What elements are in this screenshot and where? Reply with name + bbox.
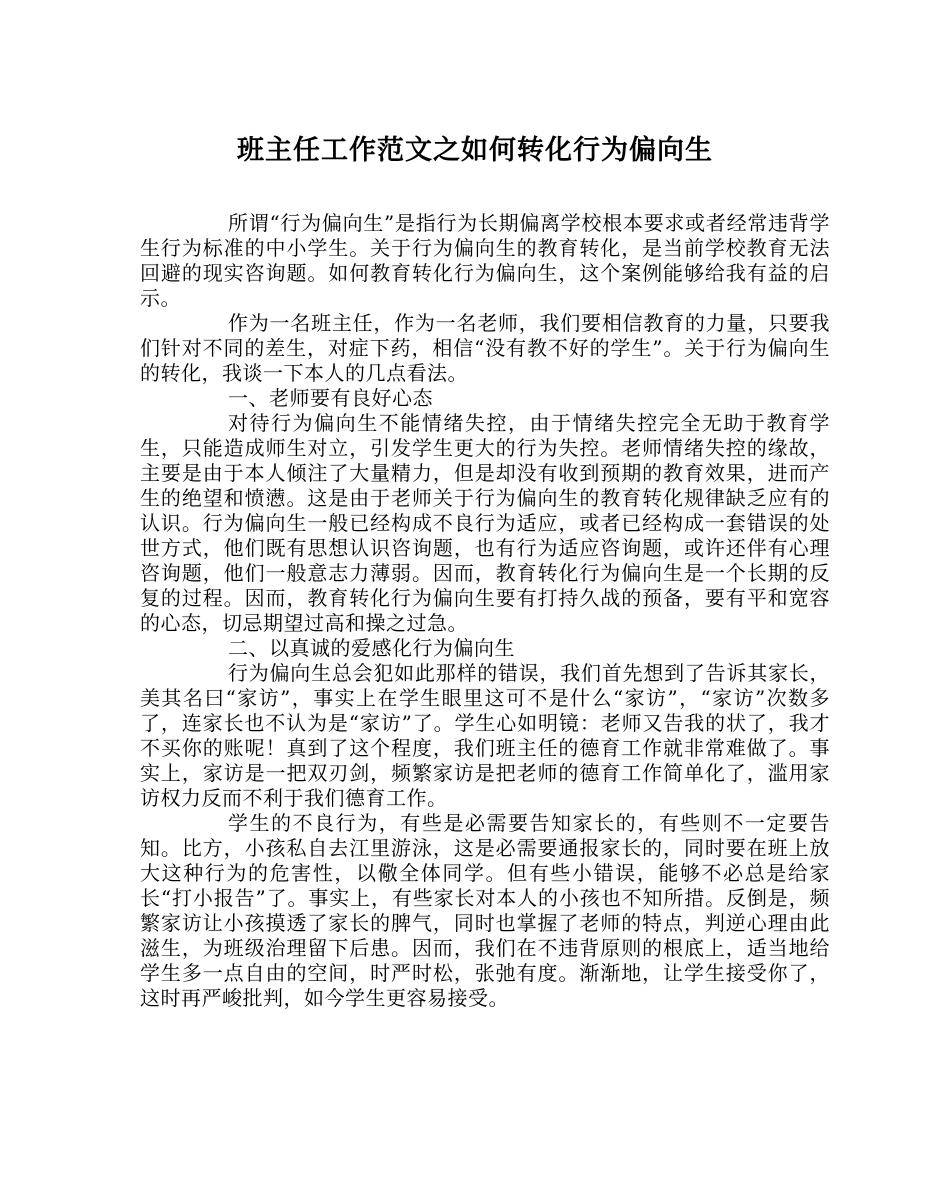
page-title: 班主任工作范文之如何转化行为偏向生 (237, 135, 713, 166)
paragraph: 所谓“行为偏向生”是指行为长期偏离学校根本要求或者经常违背学生行为标准的中小学生。关于行为偏向生的教育转化，是当前学校教育无法回避的现实咨询题。如何教育转化行为偏向生，这个案例能够给我有益的启示。 (140, 211, 830, 310)
document-body (140, 211, 830, 1011)
paragraph: 对待行为偏向生不能情绪失控，由于情绪失控完全无助于教育学生，只能造成师生对立，引发学生更大的行为失控。老师情绪失控的缘故，主要是由于本人倾注了大量精力，但是却没有收到预期的教育效果，进而产生的绝望和愤懑。这是由于老师关于行为偏向生的教育转化规律缺乏应有的认识。行为偏向生一般已经构成不良行为适应，或者已经构成一套错误的处世方式，他们既有思想认识咨询题，也有行为适应咨询题，或许还伴有心理咨询题，他们一般意志力薄弱。因而，教育转化行为偏向生是一个长期的反复的过程。因而，教育转化行为偏向生要有打持久战的预备，要有平和宽容的心态，切忌期望过高和操之过急。 (140, 411, 830, 635)
section-heading: 一、老师要有良好心态 (228, 386, 433, 410)
paragraph: 作为一名班主任，作为一名老师，我们要相信教育的力量，只要我们针对不同的差生，对症下药，相信“没有教不好的学生”。关于行为偏向生的转化，我谈一下本人的几点看法。 (140, 311, 830, 385)
paragraph: 学生的不良行为，有些是必需要告知家长的，有些则不一定要告知。比方，小孩私自去江里游泳，这是必需要通报家长的，同时要在班上放大这种行为的危害性，以儆全体同学。但有些小错误，能够不必总是给家长“打小报告”了。事实上，有些家长对本人的小孩也不知所措。反倒是，频繁家访让小孩摸透了家长的脾气，同时也掌握了老师的特点，判逆心理由此滋生，为班级治理留下后患。因而，我们在不违背原则的根底上，适当地给学生多一点自由的空间，时严时松，张弛有度。渐渐地，让学生接受你了，这时再严峻批判，如今学生更容易接受。 (140, 811, 830, 1010)
section-heading: 二、以真诚的爱感化行为偏向生 (228, 636, 515, 660)
paragraph: 行为偏向生总会犯如此那样的错误，我们首先想到了告诉其家长，美其名曰“家访”，事实上在学生眼里这可不是什么“家访”，“家访”次数多了，连家长也不认为是“家访”了。学生心如明镜：老师又告我的状了，我才不买你的账呢！真到了这个程度，我们班主任的德育工作就非常难做了。事实上，家访是一把双刃剑，频繁家访是把老师的德育工作简单化了，滥用家访权力反而不利于我们德育工作。 (140, 661, 830, 810)
